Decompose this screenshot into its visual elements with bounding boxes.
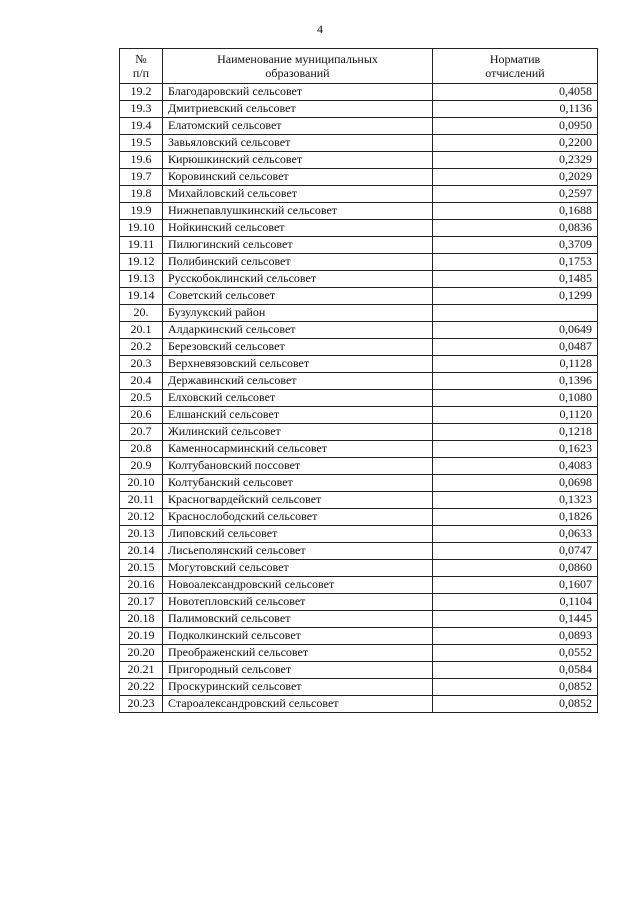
table-row — [120, 492, 598, 509]
table-row — [120, 356, 598, 373]
row-number: 20.23 — [120, 696, 163, 713]
table-row — [120, 543, 598, 560]
row-value: 0,0584 — [433, 662, 598, 679]
table-row — [120, 628, 598, 645]
header-number-line1: № — [135, 52, 147, 66]
row-value: 0,1753 — [433, 254, 598, 271]
row-number: 19.5 — [120, 135, 163, 152]
table-row — [120, 662, 598, 679]
row-name: Коровинский сельсовет — [163, 169, 433, 186]
row-value: 0,0487 — [433, 339, 598, 356]
row-number: 20.8 — [120, 441, 163, 458]
table-row — [120, 254, 598, 271]
row-number: 20.10 — [120, 475, 163, 492]
row-name: Михайловский сельсовет — [163, 186, 433, 203]
row-name: Колтубановский поссовет — [163, 458, 433, 475]
table-row — [120, 237, 598, 254]
row-number: 20. — [120, 305, 163, 322]
row-value: 0,0552 — [433, 645, 598, 662]
table-row — [120, 594, 598, 611]
table-row — [120, 339, 598, 356]
row-value: 0,1623 — [433, 441, 598, 458]
row-number: 20.16 — [120, 577, 163, 594]
row-value: 0,1218 — [433, 424, 598, 441]
row-number: 20.9 — [120, 458, 163, 475]
row-value: 0,0649 — [433, 322, 598, 339]
row-name: Полибинский сельсовет — [163, 254, 433, 271]
row-number: 20.4 — [120, 373, 163, 390]
row-value: 0,0852 — [433, 696, 598, 713]
row-name: Жилинский сельсовет — [163, 424, 433, 441]
row-number: 20.17 — [120, 594, 163, 611]
row-value: 0,1688 — [433, 203, 598, 220]
table-header-row — [120, 49, 598, 84]
row-number: 20.19 — [120, 628, 163, 645]
header-number — [120, 49, 163, 84]
table-row — [120, 271, 598, 288]
row-number: 19.9 — [120, 203, 163, 220]
row-value: 0,1104 — [433, 594, 598, 611]
row-value: 0,2029 — [433, 169, 598, 186]
row-name: Державинский сельсовет — [163, 373, 433, 390]
row-number: 20.13 — [120, 526, 163, 543]
table-row — [120, 696, 598, 713]
table-row — [120, 509, 598, 526]
row-name: Елховский сельсовет — [163, 390, 433, 407]
table-row — [120, 390, 598, 407]
header-value — [433, 49, 598, 84]
table-row — [120, 424, 598, 441]
row-name: Русскобоклинский сельсовет — [163, 271, 433, 288]
row-value — [433, 305, 598, 322]
row-name: Бузулукский район — [163, 305, 433, 322]
row-number: 20.7 — [120, 424, 163, 441]
row-name: Березовский сельсовет — [163, 339, 433, 356]
row-number: 19.10 — [120, 220, 163, 237]
row-value: 0,1396 — [433, 373, 598, 390]
row-name: Нижнепавлушкинский сельсовет — [163, 203, 433, 220]
row-value: 0,1120 — [433, 407, 598, 424]
row-value: 0,0893 — [433, 628, 598, 645]
row-number: 20.6 — [120, 407, 163, 424]
table-row — [120, 101, 598, 118]
table-row — [120, 407, 598, 424]
row-value: 0,0852 — [433, 679, 598, 696]
allocation-table — [119, 48, 598, 713]
row-value: 0,1299 — [433, 288, 598, 305]
row-name: Лисьеполянский сельсовет — [163, 543, 433, 560]
table-row — [120, 526, 598, 543]
row-value: 0,3709 — [433, 237, 598, 254]
row-value: 0,1136 — [433, 101, 598, 118]
row-name: Верхневязовский сельсовет — [163, 356, 433, 373]
row-value: 0,1323 — [433, 492, 598, 509]
row-name: Красногвардейский сельсовет — [163, 492, 433, 509]
row-name: Новотепловский сельсовет — [163, 594, 433, 611]
table-row — [120, 458, 598, 475]
table-row — [120, 577, 598, 594]
table-row — [120, 679, 598, 696]
table-row — [120, 373, 598, 390]
row-name: Пригородный сельсовет — [163, 662, 433, 679]
row-name: Палимовский сельсовет — [163, 611, 433, 628]
table-row — [120, 118, 598, 135]
table-row — [120, 203, 598, 220]
row-number: 19.4 — [120, 118, 163, 135]
row-name: Новоалександровский сельсовет — [163, 577, 433, 594]
header-name-line1: Наименование муниципальных — [217, 52, 378, 66]
row-value: 0,1080 — [433, 390, 598, 407]
table-row — [120, 220, 598, 237]
row-name: Каменносарминский сельсовет — [163, 441, 433, 458]
row-name: Преображенский сельсовет — [163, 645, 433, 662]
row-number: 19.6 — [120, 152, 163, 169]
row-name: Кирюшкинский сельсовет — [163, 152, 433, 169]
row-name: Проскуринский сельсовет — [163, 679, 433, 696]
row-value: 0,1445 — [433, 611, 598, 628]
header-value-line2: отчислений — [485, 66, 545, 80]
row-name: Краснослободский сельсовет — [163, 509, 433, 526]
row-number: 20.12 — [120, 509, 163, 526]
row-number: 20.20 — [120, 645, 163, 662]
row-number: 20.21 — [120, 662, 163, 679]
row-name: Завьяловский сельсовет — [163, 135, 433, 152]
row-number: 19.13 — [120, 271, 163, 288]
table-row — [120, 560, 598, 577]
row-name: Алдаркинский сельсовет — [163, 322, 433, 339]
row-number: 20.11 — [120, 492, 163, 509]
row-name: Староалександровский сельсовет — [163, 696, 433, 713]
row-number: 20.5 — [120, 390, 163, 407]
header-value-line1: Норматив — [489, 52, 541, 66]
row-name: Нойкинский сельсовет — [163, 220, 433, 237]
row-name: Дмитриевский сельсовет — [163, 101, 433, 118]
row-number: 19.14 — [120, 288, 163, 305]
row-number: 20.1 — [120, 322, 163, 339]
row-name: Колтубанский сельсовет — [163, 475, 433, 492]
header-name — [163, 49, 433, 84]
row-name: Советский сельсовет — [163, 288, 433, 305]
table-row — [120, 169, 598, 186]
row-value: 0,2329 — [433, 152, 598, 169]
row-number: 20.18 — [120, 611, 163, 628]
row-name: Елшанский сельсовет — [163, 407, 433, 424]
row-number: 20.3 — [120, 356, 163, 373]
table-row — [120, 135, 598, 152]
row-number: 19.11 — [120, 237, 163, 254]
table-row — [120, 186, 598, 203]
row-name: Пилюгинский сельсовет — [163, 237, 433, 254]
row-number: 20.22 — [120, 679, 163, 696]
row-number: 20.14 — [120, 543, 163, 560]
table-row — [120, 611, 598, 628]
row-name: Подколкинский сельсовет — [163, 628, 433, 645]
row-number: 20.2 — [120, 339, 163, 356]
table-row — [120, 152, 598, 169]
row-value: 0,0698 — [433, 475, 598, 492]
row-name: Елатомский сельсовет — [163, 118, 433, 135]
page-number: 4 — [317, 22, 323, 36]
table-row — [120, 322, 598, 339]
table-row — [120, 441, 598, 458]
row-value: 0,0860 — [433, 560, 598, 577]
table-row — [120, 475, 598, 492]
header-number-line2: п/п — [132, 66, 150, 80]
row-value: 0,0747 — [433, 543, 598, 560]
table-row — [120, 305, 598, 322]
table-body — [120, 84, 598, 713]
row-value: 0,1826 — [433, 509, 598, 526]
row-value: 0,0950 — [433, 118, 598, 135]
row-value: 0,1485 — [433, 271, 598, 288]
row-number: 20.15 — [120, 560, 163, 577]
row-name: Благодаровский сельсовет — [163, 84, 433, 101]
row-value: 0,1128 — [433, 356, 598, 373]
row-value: 0,0633 — [433, 526, 598, 543]
row-value: 0,0836 — [433, 220, 598, 237]
row-number: 19.2 — [120, 84, 163, 101]
table-row — [120, 645, 598, 662]
row-value: 0,1607 — [433, 577, 598, 594]
row-value: 0,2597 — [433, 186, 598, 203]
table-row — [120, 288, 598, 305]
row-value: 0,4083 — [433, 458, 598, 475]
row-number: 19.12 — [120, 254, 163, 271]
row-number: 19.7 — [120, 169, 163, 186]
row-name: Могутовский сельсовет — [163, 560, 433, 577]
row-number: 19.8 — [120, 186, 163, 203]
table-row — [120, 84, 598, 101]
row-value: 0,4058 — [433, 84, 598, 101]
header-name-line2: образований — [265, 66, 330, 80]
row-value: 0,2200 — [433, 135, 598, 152]
row-name: Липовский сельсовет — [163, 526, 433, 543]
row-number: 19.3 — [120, 101, 163, 118]
